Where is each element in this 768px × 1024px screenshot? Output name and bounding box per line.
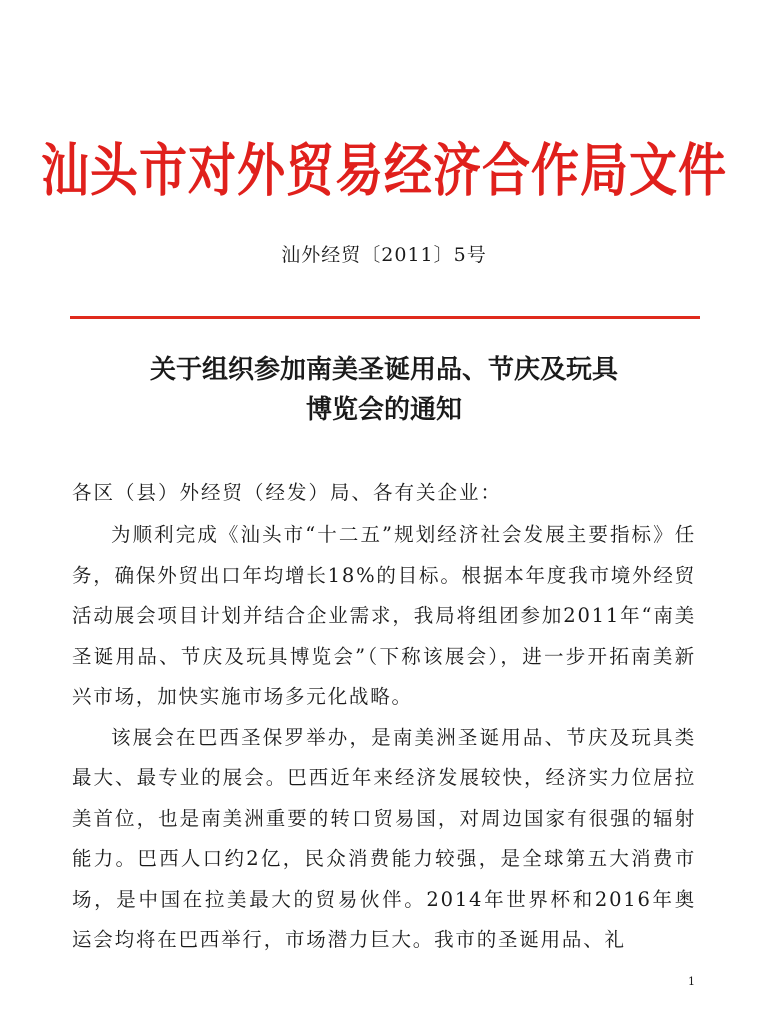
issuer-masthead: 汕头市对外贸易经济合作局文件 (40, 137, 727, 205)
notice-title-line-2: 博览会的通知 (305, 395, 462, 425)
notice-title-line-1: 关于组织参加南美圣诞用品、节庆及玩具 (149, 355, 618, 385)
document-number: 汕外经贸〔2011〕5号 (281, 244, 487, 266)
red-divider (70, 316, 700, 319)
paragraph: 该展会在巴西圣保罗举办，是南美洲圣诞用品、节庆及玩具类最大、最专业的展会。巴西近年来经济发展较快，经济实力位居拉美首位，也是南美洲重要的转口贸易国，对周边国家有很强的辐射能力。巴西人口约2亿，民众消费能力较强，是全球第五大消费市场，是中国在拉美最大的贸易伙伴。2014年世界杯和2016年奥运会均将在巴西举行，市场潜力巨大。我市的圣诞用品、礼 (72, 725, 696, 951)
salutation: 各区（县）外经贸（经发）局、各有关企业： (72, 481, 503, 504)
notice-title (60, 350, 708, 430)
paragraph: 为顺利完成《汕头市“十二五”规划经济社会发展主要指标》任务，确保外贸出口年均增长18%的目标。根据本年度我市境外经贸活动展会项目计划并结合企业需求，我局将组团参加2011年“南美圣诞用品、节庆及玩具博览会”（下称该展会），进一步开拓南美新兴市场，加快实施市场多元化战略。 (72, 523, 696, 708)
page-number: 1 (688, 975, 695, 988)
body-text (72, 515, 696, 961)
